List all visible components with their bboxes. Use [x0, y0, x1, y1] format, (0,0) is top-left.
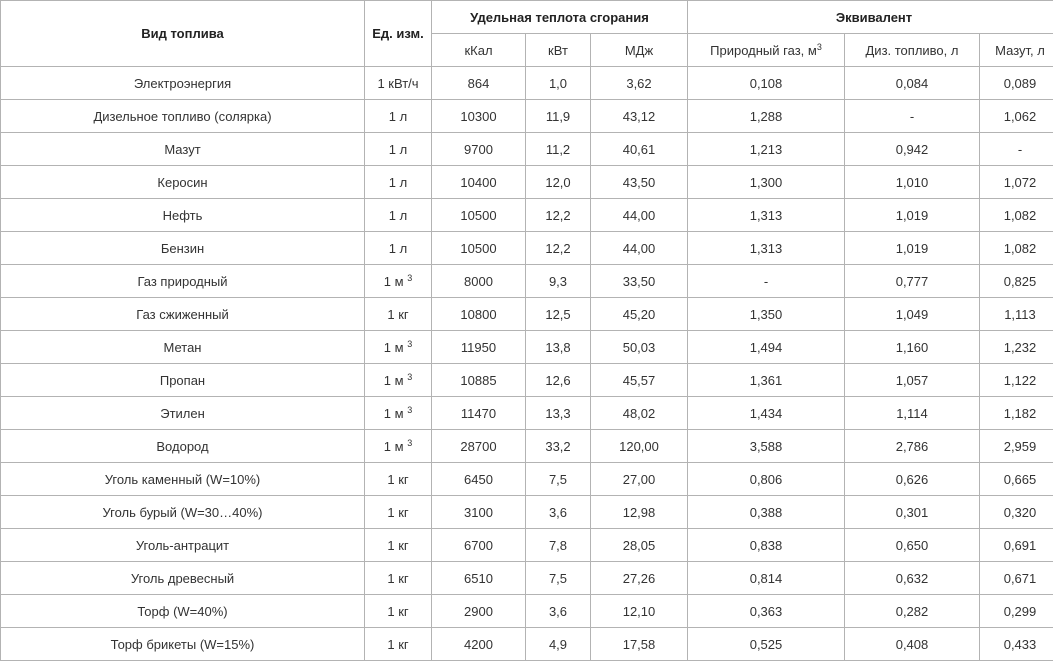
- cell-mj: 28,05: [591, 529, 688, 562]
- cell-unit: [365, 166, 432, 199]
- cell-kcal: 4200: [432, 628, 526, 661]
- table-row: [1, 67, 1053, 100]
- unit-label: 1 м: [384, 373, 407, 388]
- unit-superscript: 3: [407, 273, 412, 283]
- cell-kcal: 10800: [432, 298, 526, 331]
- unit-label: 1 м: [384, 274, 407, 289]
- cell-unit: [365, 430, 432, 463]
- cell-natural-gas: 0,814: [688, 562, 845, 595]
- cell-mj: 50,03: [591, 331, 688, 364]
- cell-kw: 9,3: [526, 265, 591, 298]
- cell-kw: 12,2: [526, 232, 591, 265]
- cell-kcal: 9700: [432, 133, 526, 166]
- unit-superscript: 3: [407, 438, 412, 448]
- cell-diesel: 1,057: [845, 364, 980, 397]
- cell-diesel: 1,049: [845, 298, 980, 331]
- table-row: [1, 166, 1053, 199]
- cell-kw: 13,3: [526, 397, 591, 430]
- cell-fuel-name: Уголь древесный: [1, 562, 365, 595]
- unit-label: 1 л: [389, 208, 407, 223]
- cell-unit: [365, 133, 432, 166]
- cell-diesel: 0,777: [845, 265, 980, 298]
- cell-kcal: 864: [432, 67, 526, 100]
- cell-fuel-name: Этилен: [1, 397, 365, 430]
- cell-unit: [365, 397, 432, 430]
- cell-kcal: 10500: [432, 199, 526, 232]
- unit-label: 1 м: [384, 406, 407, 421]
- header-diesel: Диз. топливо, л: [845, 34, 980, 67]
- header-natural-gas: [688, 34, 845, 67]
- cell-fuel-name: Керосин: [1, 166, 365, 199]
- cell-natural-gas: 0,108: [688, 67, 845, 100]
- cell-diesel: 1,019: [845, 199, 980, 232]
- cell-kw: 12,0: [526, 166, 591, 199]
- cell-kw: 33,2: [526, 430, 591, 463]
- cell-fuel-name: Газ сжиженный: [1, 298, 365, 331]
- cell-unit: [365, 298, 432, 331]
- cell-kcal: 6700: [432, 529, 526, 562]
- cell-fuel-name: Газ природный: [1, 265, 365, 298]
- cell-unit: [365, 595, 432, 628]
- cell-natural-gas: 0,363: [688, 595, 845, 628]
- cell-kcal: 28700: [432, 430, 526, 463]
- cell-unit: [365, 529, 432, 562]
- cell-natural-gas: -: [688, 265, 845, 298]
- cell-kw: 3,6: [526, 595, 591, 628]
- cell-kw: 1,0: [526, 67, 591, 100]
- cell-mj: 120,00: [591, 430, 688, 463]
- unit-superscript: 3: [407, 372, 412, 382]
- table-row: [1, 595, 1053, 628]
- cell-fuel-oil: 1,072: [980, 166, 1053, 199]
- cell-fuel-oil: 0,299: [980, 595, 1053, 628]
- cell-kcal: 6450: [432, 463, 526, 496]
- cell-diesel: 0,408: [845, 628, 980, 661]
- cell-natural-gas: 1,213: [688, 133, 845, 166]
- table-row: [1, 529, 1053, 562]
- cell-kcal: 11950: [432, 331, 526, 364]
- cell-mj: 44,00: [591, 199, 688, 232]
- header-kcal: кКал: [432, 34, 526, 67]
- cell-kcal: 6510: [432, 562, 526, 595]
- cell-fuel-oil: 1,082: [980, 232, 1053, 265]
- header-kw: кВт: [526, 34, 591, 67]
- header-equivalent-group: Эквивалент: [688, 1, 1053, 34]
- cell-mj: 17,58: [591, 628, 688, 661]
- unit-label: 1 кг: [387, 604, 408, 619]
- cell-natural-gas: 0,838: [688, 529, 845, 562]
- unit-label: 1 л: [389, 175, 407, 190]
- unit-label: 1 л: [389, 109, 407, 124]
- cell-fuel-name: Нефть: [1, 199, 365, 232]
- cell-fuel-oil: 2,959: [980, 430, 1053, 463]
- cell-fuel-oil: 1,182: [980, 397, 1053, 430]
- cell-fuel-name: Дизельное топливо (солярка): [1, 100, 365, 133]
- cell-fuel-name: Мазут: [1, 133, 365, 166]
- table-row: [1, 199, 1053, 232]
- cell-unit: [365, 463, 432, 496]
- table-row: [1, 232, 1053, 265]
- cell-diesel: 0,650: [845, 529, 980, 562]
- header-mj: МДж: [591, 34, 688, 67]
- cell-unit: [365, 562, 432, 595]
- cell-fuel-oil: 0,671: [980, 562, 1053, 595]
- cell-natural-gas: 1,300: [688, 166, 845, 199]
- table-row: [1, 100, 1053, 133]
- cell-unit: [365, 265, 432, 298]
- cell-kw: 4,9: [526, 628, 591, 661]
- header-heat-group: Удельная теплота сгорания: [432, 1, 688, 34]
- unit-label: 1 кг: [387, 637, 408, 652]
- table-row: [1, 298, 1053, 331]
- cell-kcal: 10885: [432, 364, 526, 397]
- unit-label: 1 кг: [387, 538, 408, 553]
- cell-diesel: 0,626: [845, 463, 980, 496]
- cell-fuel-oil: 0,433: [980, 628, 1053, 661]
- cell-kw: 12,5: [526, 298, 591, 331]
- cell-unit: [365, 67, 432, 100]
- header-natural-gas-label: Природный газ, м: [710, 43, 817, 58]
- cell-natural-gas: 1,434: [688, 397, 845, 430]
- unit-label: 1 л: [389, 241, 407, 256]
- cell-kcal: 10300: [432, 100, 526, 133]
- table-row: [1, 430, 1053, 463]
- cell-unit: [365, 364, 432, 397]
- cell-fuel-oil: -: [980, 133, 1053, 166]
- table-row: [1, 463, 1053, 496]
- cell-fuel-name: Электроэнергия: [1, 67, 365, 100]
- cell-unit: [365, 331, 432, 364]
- cell-kcal: 8000: [432, 265, 526, 298]
- table-row: [1, 331, 1053, 364]
- cell-diesel: 0,282: [845, 595, 980, 628]
- header-unit: Ед. изм.: [365, 1, 432, 67]
- cell-diesel: 0,301: [845, 496, 980, 529]
- cell-mj: 43,50: [591, 166, 688, 199]
- table-row: [1, 562, 1053, 595]
- cell-kw: 11,2: [526, 133, 591, 166]
- unit-superscript: 3: [407, 339, 412, 349]
- cell-fuel-oil: 0,665: [980, 463, 1053, 496]
- cell-kcal: 2900: [432, 595, 526, 628]
- cell-fuel-oil: 1,122: [980, 364, 1053, 397]
- cell-mj: 45,57: [591, 364, 688, 397]
- cell-fuel-oil: 1,113: [980, 298, 1053, 331]
- unit-label: 1 м: [384, 340, 407, 355]
- cell-fuel-name: Пропан: [1, 364, 365, 397]
- cell-fuel-name: Уголь-антрацит: [1, 529, 365, 562]
- cell-mj: 27,00: [591, 463, 688, 496]
- table-row: [1, 133, 1053, 166]
- unit-label: 1 кг: [387, 571, 408, 586]
- cell-kcal: 3100: [432, 496, 526, 529]
- cell-mj: 43,12: [591, 100, 688, 133]
- header-natural-gas-sup: 3: [817, 42, 822, 52]
- cell-mj: 40,61: [591, 133, 688, 166]
- cell-natural-gas: 1,313: [688, 199, 845, 232]
- cell-unit: [365, 232, 432, 265]
- cell-kcal: 10500: [432, 232, 526, 265]
- header-fuel-type: Вид топлива: [1, 1, 365, 67]
- cell-diesel: 1,010: [845, 166, 980, 199]
- cell-fuel-oil: 0,089: [980, 67, 1053, 100]
- cell-diesel: 1,114: [845, 397, 980, 430]
- cell-fuel-name: Торф брикеты (W=15%): [1, 628, 365, 661]
- cell-diesel: 1,019: [845, 232, 980, 265]
- cell-unit: [365, 199, 432, 232]
- cell-diesel: 0,084: [845, 67, 980, 100]
- cell-natural-gas: 0,525: [688, 628, 845, 661]
- cell-unit: [365, 628, 432, 661]
- cell-mj: 27,26: [591, 562, 688, 595]
- cell-diesel: 0,632: [845, 562, 980, 595]
- cell-fuel-oil: 1,232: [980, 331, 1053, 364]
- cell-fuel-name: Торф (W=40%): [1, 595, 365, 628]
- header-row-1: [1, 1, 1053, 34]
- cell-diesel: 2,786: [845, 430, 980, 463]
- cell-fuel-oil: 0,691: [980, 529, 1053, 562]
- unit-label: 1 кг: [387, 307, 408, 322]
- cell-natural-gas: 1,361: [688, 364, 845, 397]
- cell-unit: [365, 100, 432, 133]
- cell-natural-gas: 1,313: [688, 232, 845, 265]
- unit-label: 1 кг: [387, 472, 408, 487]
- cell-diesel: -: [845, 100, 980, 133]
- cell-mj: 44,00: [591, 232, 688, 265]
- cell-kw: 7,5: [526, 463, 591, 496]
- unit-label: 1 л: [389, 142, 407, 157]
- cell-mj: 45,20: [591, 298, 688, 331]
- unit-label: 1 кВт/ч: [377, 76, 418, 91]
- cell-natural-gas: 0,388: [688, 496, 845, 529]
- cell-kw: 12,6: [526, 364, 591, 397]
- cell-kw: 12,2: [526, 199, 591, 232]
- header-fuel-oil: Мазут, л: [980, 34, 1053, 67]
- table-row: [1, 364, 1053, 397]
- table-row: [1, 628, 1053, 661]
- cell-kw: 7,5: [526, 562, 591, 595]
- cell-diesel: 0,942: [845, 133, 980, 166]
- cell-fuel-oil: 0,825: [980, 265, 1053, 298]
- cell-fuel-name: Метан: [1, 331, 365, 364]
- table-row: [1, 496, 1053, 529]
- cell-mj: 33,50: [591, 265, 688, 298]
- cell-mj: 12,98: [591, 496, 688, 529]
- cell-kw: 13,8: [526, 331, 591, 364]
- cell-kw: 3,6: [526, 496, 591, 529]
- cell-fuel-name: Бензин: [1, 232, 365, 265]
- cell-natural-gas: 1,288: [688, 100, 845, 133]
- table-row: [1, 265, 1053, 298]
- cell-kw: 11,9: [526, 100, 591, 133]
- cell-fuel-oil: 1,062: [980, 100, 1053, 133]
- cell-fuel-oil: 1,082: [980, 199, 1053, 232]
- unit-superscript: 3: [407, 405, 412, 415]
- cell-unit: [365, 496, 432, 529]
- cell-fuel-name: Водород: [1, 430, 365, 463]
- cell-natural-gas: 3,588: [688, 430, 845, 463]
- cell-natural-gas: 0,806: [688, 463, 845, 496]
- cell-mj: 48,02: [591, 397, 688, 430]
- cell-natural-gas: 1,350: [688, 298, 845, 331]
- unit-label: 1 м: [384, 439, 407, 454]
- cell-fuel-name: Уголь бурый (W=30…40%): [1, 496, 365, 529]
- cell-diesel: 1,160: [845, 331, 980, 364]
- cell-mj: 12,10: [591, 595, 688, 628]
- cell-kcal: 11470: [432, 397, 526, 430]
- unit-label: 1 кг: [387, 505, 408, 520]
- table-body: [1, 67, 1053, 661]
- cell-fuel-name: Уголь каменный (W=10%): [1, 463, 365, 496]
- cell-kw: 7,8: [526, 529, 591, 562]
- table-row: [1, 397, 1053, 430]
- cell-kcal: 10400: [432, 166, 526, 199]
- cell-fuel-oil: 0,320: [980, 496, 1053, 529]
- cell-mj: 3,62: [591, 67, 688, 100]
- cell-natural-gas: 1,494: [688, 331, 845, 364]
